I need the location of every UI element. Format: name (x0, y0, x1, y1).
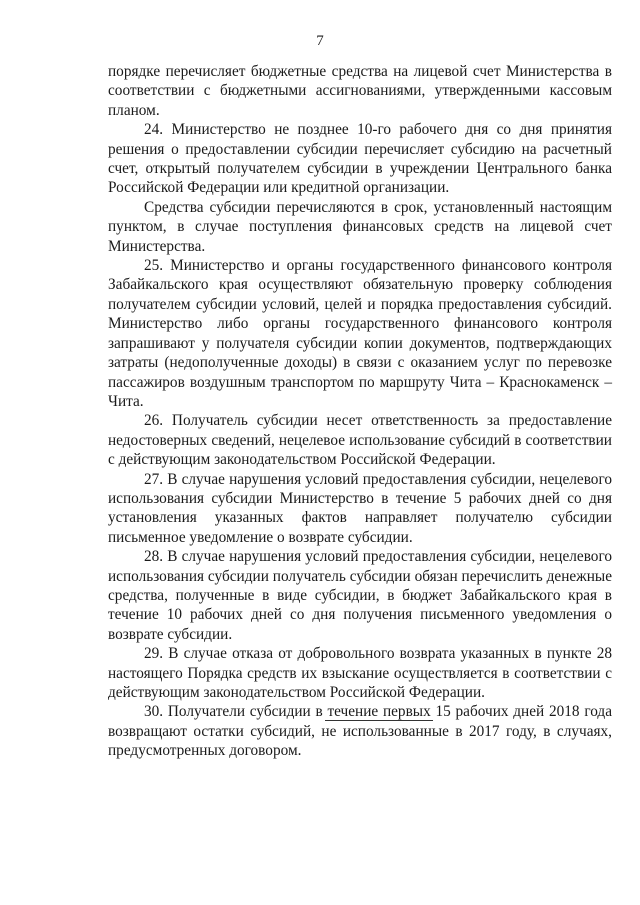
paragraph-24-funds: Средства субсидии перечисляются в срок, установленный настоящим пунктом, в случае поступления финансовых средств на лицевой счет Министерства. (108, 198, 612, 255)
paragraph-28: 28. В случае нарушения условий предоставления субсидии, нецелевого использования субсидии получатель субсидии обязан перечислить денежные средства, полученные в виде субсидии, в бюджет Забайкальского края в течение 10 рабочих дней со дня получения письменного уведомления о возврате субсидии. (108, 548, 612, 643)
paragraph-24: 24. Министерство не позднее 10-го рабочего дня со дня принятия решения о предоставлении субсидии перечисляет субсидию на расчетный счет, открытый получателем субсидии в учреждении Центрального банка Российской Федерации или кредитной организации. (108, 121, 612, 197)
paragraph-25: 25. Министерство и органы государственного финансового контроля Забайкальского края осуществляют обязательную проверку соблюдения получателем субсидии условий, целей и порядка предоставления субсидий. Министерство либо органы государственного финансового контроля запрашивают у получателя субсидии копии документов, подтверждающих затраты (недополученные доходы) в связи с оказанием услуг по перевозке пассажиров воздушным транспортом по маршруту Чита – Краснокаменск – Чита. (108, 257, 612, 410)
paragraph-continuation: порядке перечисляет бюджетные средства на лицевой счет Министерства в соответствии с бюджетными ассигнованиями, утвержденными кассовым планом. (108, 63, 612, 119)
end-of-document-rule (325, 720, 433, 721)
page-number: 7 (316, 33, 324, 49)
paragraph-30: 30. Получатели субсидии в течение первых 15 рабочих дней 2018 года возвращают остатки субсидий, не использованные в 2017 году, в случаях, предусмотренных договором. (108, 703, 612, 760)
paragraph-29: 29. В случае отказа от добровольного возврата указанных в пункте 28 настоящего Порядка средств их взыскание осуществляется в соответствии с действующим законодательством Российской Федерации. (108, 645, 612, 701)
paragraph-27: 27. В случае нарушения условий предоставления субсидии, нецелевого использования субсидии Министерство в течение 5 рабочих дней со дня установления указанных фактов направляет получателю субсидии письменное уведомление о возврате субсидии. (108, 470, 612, 546)
paragraph-26: 26. Получатель субсидии несет ответственность за предоставление недостоверных сведений, нецелевое использование субсидий в соответствии с действующим законодательством Российской Федерации. (108, 412, 612, 469)
document-body (108, 62, 612, 761)
